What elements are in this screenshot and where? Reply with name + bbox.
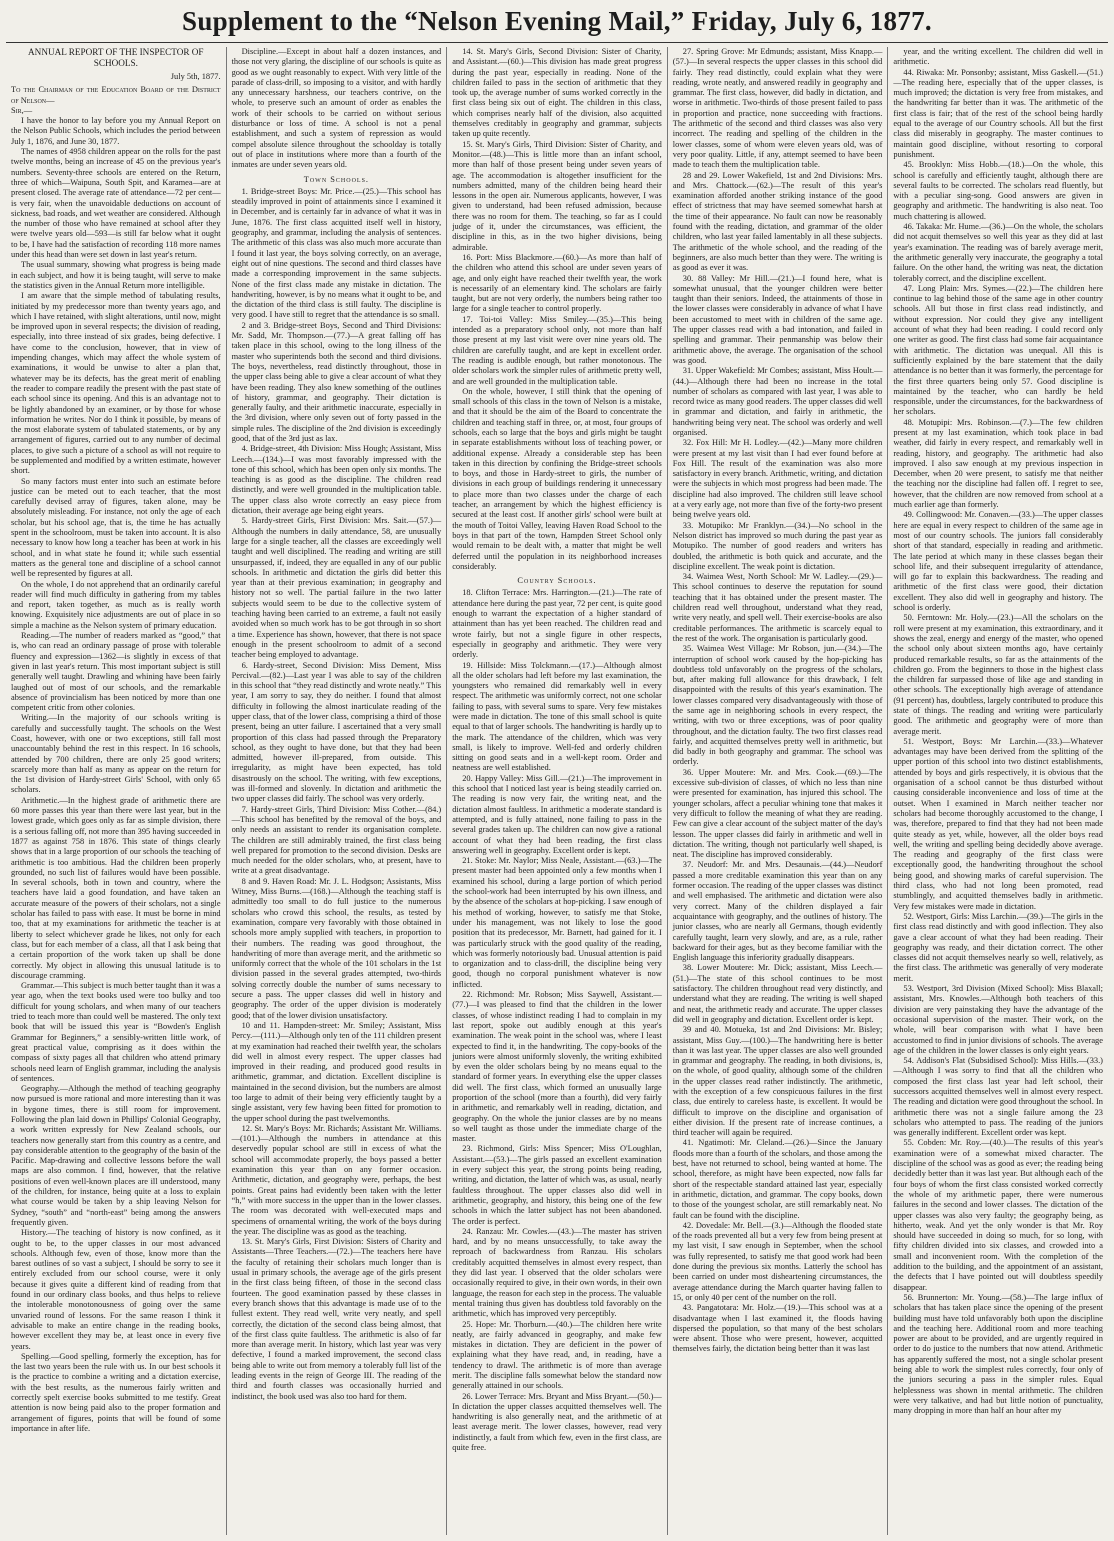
- masthead: [6, 0, 1108, 43]
- paragraph: 49. Collingwood: Mr. Conaven.—(33.)—The upper classes here are equal in every respect to children of the same age in most of our country schools. The juniors fall considerably short of that standard, especially in reading and arithmetic. The late period at which many in these classes began their school life, and their subsequent irregularity of attendance, will go far to explain this backwardness. The reading and arithmetic of the first class were good, their dictation excellent. They also did well in geography and history. The school is orderly.: [893, 510, 1103, 613]
- paragraph: 36. Upper Moutere: Mr. and Mrs. Cook.—(69.)—The excessive sub-division of classes, of which no less than nine were presented for examination, has injured this school. The younger scholars, affect a peculiar whining tone that makes it very difficult to follow the meaning of what they are reading. Few can give a clear account of the subject matter of the day's lesson. The upper classes did fairly in arithmetic and well in dictation. The writing, though not particularly well shaped, is neat. The discipline has improved considerably.: [672, 767, 883, 860]
- paragraph: 5. Hardy-street Girls, First Division: Mrs. Sait.—(57.)—Although the numbers in daily attendance, 58, are unusually large for a single teacher, all the classes are exceedingly well taught and well disciplined. The reading and writing are still unsurpassed, if, indeed, they are equalled in any of our public schools. In arithmetic and dictation the girls did better this year than at their previous examination; in geography and history not so well. The partial failure in the two latter subjects would seem to be due to the collective system of teaching having been carried to an extreme, a fault not easily avoided when so much work has to be got through in so short a time. Experience has shown, however, that there is not space enough in the present schoolroom to admit of a second teacher being employed to advantage.: [231, 516, 442, 660]
- paragraph: 17. Toi-toi Valley: Miss Smiley.—(35.)—This being intended as a preparatory school only, not more than half those present at my last visit were over nine years old. The children are carefully taught, and are kept in excellent order. The reading is audible enough, but rather monotonous. The older scholars work the simpler rules of arithmetic pretty well, and are well grounded in the multiplication table.: [452, 314, 662, 386]
- paragraph: 56. Brunnerton: Mr. Young.—(58.)—The large influx of scholars that has taken place since the opening of the present building must have told unfavorably both upon the discipline and the teaching here. Additional room and more teaching power are about to be provided, and are urgently required in order to do justice to the numbers that now attend. Arithmetic has apparently suffered the most, not a single scholar present being able to work the simplest rules correctly, four only of the juniors securing a pass in the simpler rules. Equal helplessness was shown in mental arithmetic. The children were very talkative, and had but little notion of punctuality, many dropping in more than half an hour after my: [893, 1292, 1103, 1416]
- paragraph: 33. Motupiko: Mr Franklyn.—(34.)—No school in the Nelson district has improved so much during the past year as Motupiko. The number of good readers and writers has doubled, the arithmetic is both quick and accurate, and the discipline excellent. The weak point is dictation.: [672, 520, 883, 571]
- paragraph: On the whole, I do not apprehend that an ordinarily careful reader will find much difficulty in gathering from my tables and report, taken together, as much as is really worth knowing. Exquisitely nice adjustments are out of place in so simple a machine as the Nelson system of primary education.: [11, 579, 221, 630]
- paragraph: 44. Riwaka: Mr. Ponsonby; assistant, Miss Gaskell.—(51.)—The reading here, especially that of the upper classes, is much improved; the dictation is very free from mistakes, and the handwriting far better than it was. The arithmetic of the first class is fair; that of the rest of the school being hardly equal to the average of our Country schools. All but the first class did miserably in geography. The master continues to maintain good discipline, without resorting to corporal punishment.: [893, 67, 1103, 159]
- paragraph: 46. Takaka: Mr. Hume.—(36.)—On the whole, the scholars did not acquit themselves so well this year as they did at last year's examination. The reading was of barely average merit, the arithmetic generally very inaccurate, the geography a total failure. On the other hand, the writing was neat, the dictation tolerably correct, and the discipline excellent.: [893, 222, 1103, 283]
- section-heading: Country Schools.: [517, 576, 597, 586]
- paragraph: 28 and 29. Lower Wakefield, 1st and 2nd Divisions: Mrs. and Mrs. Chattock.—(62.)—The result of this year's examination afforded another striking instance of the good effect of strictness that may have seemed somewhat harsh at the time of their appearance. No fault can now be reasonably found with the reading, dictation, and grammar of the older children, who last year failed lamentably in all these subjects. The arithmetic of the whole school, and the reading of the beginners, are also much better than they were. The writing is as good as ever it was.: [672, 170, 883, 273]
- paragraph: The usual summary, showing what progress is being made in each subject, and how it is being taught, will serve to make the statistics given in the Annual Return more intelligible.: [11, 260, 221, 290]
- paragraph: 39 and 40. Motueka, 1st and 2nd Divisions: Mr. Bisley; assistant, Miss Guy.—(100.)—The handwriting here is better than it was last year. The upper classes are also well grounded in grammar and geography. The reading, in both divisions, is, on the whole, of good quality, although some of the children in the upper classes read rather indistinctly. The arithmetic, with the exception of a few conspicuous failures in the first class, due entirely to careless haste, is excellent. It would be difficult to improve on the discipline and organisation of either division. If the present rate of increase continues, a third teacher will again be required.: [672, 1025, 883, 1138]
- paragraph: 6. Hardy-street, Second Division: Miss Dement, Miss Percival.—(82.)—Last year I was able to say of the children in this school that “they read distinctly and wrote neatly.” This year, I am sorry to say, they do neither. I found that almost difficulty in following the almost inarticulate reading of the upper class, that of the lower class, comprising a third of those present, being an utter failure. I ascertained that a very small proportion of this class had passed through the Preparatory school, as they ought to have done, but that they had been admitted, however ill-prepared, from outside. This irregularity, as might have been expected, has told disastrously on the school. The writing, with few exceptions, was ill-formed and slovenly. In dictation and arithmetic the two upper classes did fairly. The school was very orderly.: [231, 660, 442, 804]
- paragraph: 35. Waimea West Village: Mr Robson, jun.—(34.)—The interruption of school work caused by the hop-picking has doubtless told unfavorably on the progress of the scholars, but, after making full allowance for this drawback, I felt disappointed with the results of this year's examination. The lower classes compared very disadvantageously with those of the same age in neighboring schools in every respect, the writing, with two or three exceptions, was of poor quality throughout, and the dictation faulty. The two first classes read fairly, and acquitted themselves pretty well in arithmetic, but did badly in both geography and grammar. The school was orderly.: [672, 644, 883, 767]
- paragraph: 13. St. Mary's Girls, First Division: Sisters of Charity and Assistants—Three Teachers.—(72.)—The teachers here have the faculty of retaining their scholars much longer than is usual in primary schools, the average age of the girls present in the first class being fifteen, of those in the second class fourteen. The good examination passed by these classes in every branch shows that this advantage is made use of to the fullest extent. They read well, write very neatly, and spell correctly, the dictation of the second class being almost, that of the first class quite faultless. The arithmetic is also of far more than average merit. In history, which last year was very defective, I found a marked improvement, the second class being able to write out from memory a tolerably full list of the leading events in the reign of George III. The reading of the third and fourth classes was occasionally hurried and indistinct, the book used was also too hard for them.: [231, 1237, 442, 1401]
- paragraph: Geography.—Although the method of teaching geography now pursued is more rational and more interesting than it was in bygone times, there is still room for improvement. Following the plan laid down in Phillips' Colonial Geography, a work written expressly for New Zealand schools, our teachers now generally start from this country as a centre, and pay considerable attention to the geography of the basin of the Pacific. Map-drawing and collective lessons before the wall maps are also common. I find, however, that the relative positions of even well-known places are ill understood, many of the children, for instance, being quite at a loss to explain what course would be taken by a ship leaving Nelson for Sydney, “south” and “north-east” being among the answers frequently given.: [11, 1084, 221, 1227]
- paragraph: On the whole, however, I still think that the opening of small schools of this class in the town of Nelson is a mistake, and that it should be the aim of the Board to concentrate the children and teaching staff in three, or, at most, four groups of schools, each so large that the boys and girls might be taught in separate establishments without loss of teaching power, or additional expense. Already a considerable step has been taken in this direction by confining the Bridge-street schools to boys, and those in Hardy-street to girls, the number of divisions in each group of buildings rendering it unnecessary to place more than two classes under the charge of each teacher, an arrangement by which the highest efficiency is secured at the least cost. If another girls' school were built at the mouth of Toitoi Valley, leaving Haven Road School to the boys in that part of the town, Hampden Street School only would remain to be dealt with, a matter that might be well deferred until the population in its neighborhood increases considerably.: [452, 386, 662, 571]
- paragraph: 26. Lower Terrace: Mrs. Bryant and Miss Bryant.—(50.)—In dictation the upper classes acquitted themselves well. The handwriting is also generally neat, and the arithmetic of at least average merit. The lower classes, however, read very indistinctly, a fault from which few, even in the first class, are quite free.: [452, 1391, 662, 1453]
- paragraph: 23. Richmond, Girls: Miss Spencer; Miss O'Loughlan, Assistant.—(53.)—The girls passed an excellent examination in every subject this year, the strong points being reading, writing, and dictation, the latter of which was, as usual, nearly faultless throughout. The upper classes also did well in arithmetic, geography, and history, this being one of the few schools in which the latter subject has not been abandoned. The order is perfect.: [452, 1144, 662, 1226]
- paragraph: 12. St. Mary's Boys: Mr. Richards; Assistant Mr. Williams.—(101.)—Although the numbers in attendance at this deservedly popular school are still in excess of what the school will accommodate properly, the boys passed a better examination this year than on any former occasion. Arithmetic, dictation, and geography were, perhaps, the best points. Great pains had evidently been taken with the letter “h,” with more success in the upper than in the lower classes. The room was decorated with well-executed maps and specimens of ornamental writing, the work of the boys during the year. The discipline was as good as the teaching.: [231, 1123, 442, 1236]
- paragraph: 22. Richmond: Mr. Robson; Miss Saywell, Assistant.—(77.)—I was pleased to find that the children in the lower classes, of whose indistinct reading I had to complain in my last report, spoke out audibly enough at this year's examination. The weak point in the school was, where I least expected to find it, in the handwriting. The copy-books of the juniors were almost uniformly slovenly, the writing exhibited by even the older scholars being by no means equal to the standard of former years. In everything else the upper classes did well. The first class, which formed an unusually large proportion of the school (more than a fourth), did very fairly in arithmetic, and remarkably well in reading, dictation, and geography. On the whole the junior classes are by no means so well taught as those under the immediate charge of the master.: [452, 990, 662, 1144]
- paragraph: Arithmetic.—In the highest grade of arithmetic there are 60 more passes this year than there were last year, but in the lowest grade, which goes only as far as simple division, there is a serious falling off, not more than 395 having succeeded in 1877 as against 758 in 1876. This state of things clearly shows that in a large proportion of our schools the teaching of arithmetic is too ambitious. Had the children been properly grounded, no such list of failures would have been possible. In several schools, both in town and country, where the teachers have laid a good foundation, and have taken an accurate measure of the powers of their scholars, not a single scholar has failed to pass with ease. It must be borne in mind too, that at my examinations for arithmetic the teacher is at liberty to select whichever grade he likes, not only for each class, but for each member of a class, all that I ask being that a certain proportion of the work taken up shall be done correctly. My object in allowing this unusual latitude is to discourage cramming.: [11, 795, 221, 980]
- paragraph: 43. Pangatotara: Mr. Holz.—(19.)—This school was at a disadvantage when I last examined it, the floods having dispersed the population, so that many of the best scholars were absent. Those who were present, however, acquitted themselves fairly, the dictation being better than it was last: [672, 1303, 883, 1354]
- paragraph: 55. Cobden: Mr. Roy.—(40.)—The results of this year's examination were of a somewhat mixed character. The discipline of the school was as good as ever; the reading being decidedly better than it was last year. But although each of the four boys of whom the first class consisted worked correctly the whole of my arithmetic paper, there were numerous failures in the second and lower classes. The dictation of the upper classes was also very faulty; the geography being, as hitherto, weak. And yet the only wonder is that Mr. Roy should have succeeded in doing so much, for so long, with fifty children divided into six classes, and crowded into a small and inconvenient room. With the completion of the addition to the building, and the appointment of an assistant, the defects that I have pointed out will doubtless speedily disappear.: [893, 1138, 1103, 1292]
- paragraph: Grammar.—This subject is much better taught than it was a year ago, when the text books used were too bulky and too difficult for young scholars, and when many of our teachers tried to teach more than could well be mastered. The only text book that will be issued this year is “Bowden's English Grammar for Beginners,” a sensibly-written little work, of great practical value, comprising as it does within the compass of sixty pages all that children who attend primary schools need learn of English grammar, including the analysis of sentences.: [11, 981, 221, 1083]
- report-address: Sir,—: [11, 105, 33, 115]
- paragraph: 18. Clifton Terrace: Mrs. Harrington.—(21.)—The rate of attendance here during the past year, 72 per cent, is quite good enough to warrant the expectation of a higher standard of attainment than has yet been reached. The children read and wrote fairly, but not a single figure in other respects, especially in geography and arithmetic. They were very orderly.: [452, 588, 662, 660]
- paragraph: 8 and 9. Haven Road: Mr. J. L. Hodgson; Assistants, Miss Witney, Miss Burns.—(168.)—Although the teaching staff is admittedly too small to do full justice to the numerous scholars who crowd this school, the results, as tested by examination, compare very favorably with those obtained in schools more amply supplied with teachers, in proportion to their numbers. The reading was good throughout, the handwriting of more than average merit, and the arithmetic so uniformly correct that the whole of the 101 scholars in the 1st division passed in the several grades attempted, two-thirds solving correctly double the number of sums necessary to secure a pass. The upper classes did well in history and geography. The order of the upper division is moderately good; that of the lower division unsatisfactory.: [231, 876, 442, 1020]
- paragraph: 4. Bridge-street, 4th Division: Miss Hough; Assistant, Miss Leech.—(134.)—I was most favorably impressed with the tone of this school, which has been open only six months. The teaching is as good as the discipline. The children read distinctly, and were well grounded in the multiplication table. The upper class also wrote correctly an easy piece from dictation, their average age being eight years.: [231, 444, 442, 516]
- paragraph: 41. Ngatimoti: Mr. Cleland.—(26.)—Since the January floods more than a fourth of the scholars, and those among the best, have not returned to school, being wanted at home. The school, therefore, as might have been expected, now falls far short of the respectable standard attained last year, especially in arithmetic, dictation, and grammar. The copy books, down to those of the youngest scholar, are still remarkably neat. No fault can be found with the discipline.: [672, 1138, 883, 1220]
- paragraph: I have the honor to lay before you my Annual Report on the Nelson Public Schools, which includes the period between July 1, 1876, and June 30, 1877.: [11, 116, 221, 146]
- paragraph: Writing.—In the majority of our schools writing is carefully and successfully taught. The schools on the West Coast, however, with one or two exceptions, still fall most unaccountably behind the rest in this respect. In 16 schools, attended by 700 children, there are only 25 good writers; scarcely more than half as many as appear on the return for the 1st division of Hardy-street Girls' School, with only 65 scholars.: [11, 713, 221, 795]
- article-columns: [6, 47, 1108, 1535]
- paragraph: History.—The teaching of history is now confined, as it ought to be, to the upper classes in our most advanced schools. Although few, even of those, know more than the barest outlines of so vast a subject, I should be sorry to see it entirely excluded from our school course, were it only because it gives quite a different kind of reading from that found in our ordinary class books, and thus helps to relieve the intolerable monotonousness of going over the same unvaried round of lessons. For the same reason I think it advisable to make an entire change in the reading books, however excellent they may be, at least once in every five years.: [11, 1228, 221, 1351]
- paragraph: 16. Port: Miss Blackmore.—(60.)—As more than half of the children who attend this school are under seven years of age, and only eight have reached their twelfth year, the work is necessarily of an elementary kind. The scholars are fairly taught, but are not very orderly, the numbers being rather too large for a single teacher to control properly.: [452, 252, 662, 314]
- paragraph: 19. Hillside: Miss Tolckmann.—(17.)—Although almost all the older scholars had left before my last examination, the youngsters who remained did remarkably well in every respect. The arithmetic was uniformly correct, not one scholar failing to pass, with several sums to spare. Very few mistakes were made in dictation. The tone of this small school is quite equal to that of larger schools. The handwriting is hardly up to the mark. The attendance of the children, which was very small, is likely to improve. Well-fed and orderly children sitting on good seats and in a well-kept room. Order and neatness are well established.: [452, 660, 662, 773]
- paragraph: 24. Ranzau: Mr. Cowles.—(43.)—The master has striven hard, and by no means unsuccessfully, to take away the reproach of backwardness from Ranzau. His scholars creditably acquitted themselves in almost every respect, than they did last year. I observed that the older scholars were occasionally required to give, in their own words, in their own language, the reason for each step in the process. The valuable mental training thus given has doubtless told favorably on the arithmetic, which has improved very perceptibly.: [452, 1226, 662, 1319]
- paragraph: 7. Hardy-street Girls, Third Division: Miss Cother.—(84.)—This school has benefited by the removal of the boys, and only needs an assistant to render its organisation complete. The children are still admirably trained, the first class being well prepared for promotion to the second division. Desks are much needed for the older scholars, who, at present, have to write at a great disadvantage.: [231, 804, 442, 876]
- paragraph: 30. 88 Valley: Mr Hill.—(21.)—I found here, what is somewhat unusual, that the younger children were better taught than their seniors. Indeed, the attainments of those in the lower classes were considerably in advance of what I have been accustomed to meet with in children of the same age. The upper classes read with a bad intonation, and failed in spelling and grammar. Their penmanship was below their arithmetic above, the average. The organisation of the school was good.: [672, 273, 883, 365]
- paragraph: 25. Hope: Mr. Thorburn.—(40.)—The children here write neatly, are fairly advanced in geography, and make few mistakes in dictation. They are deficient in the power of explaining what they have read, and, in reading, have a tendency to drawl. The arithmetic is of more than average merit. The discipline falls somewhat below the standard now generally attained in our schools.: [452, 1319, 662, 1391]
- paragraph: 42. Dovedale: Mr. Bell.—(3.)—Although the flooded state of the roads prevented all but a very few from being present at my last visit, I saw enough in September, when the school was fully represented, to satisfy me that good work had been done during the previous six months. Latterly the school has been carried on under most disheartening circumstances, the average attendance during the March quarter having fallen to 15, or only 40 per cent of the number on the roll.: [672, 1220, 883, 1302]
- paragraph: 52. Westport, Girls: Miss Larchin.—(39.)—The girls in the first class read distinctly and with good inflection. They also gave a clear account of what they had been reading. Their geography was ready, and their dictation correct. The other classes did not acquit themselves nearly so well, relatively, as the first class. The arithmetic was generally of very moderate merit.: [893, 911, 1103, 983]
- paragraph: Reading.—The number of readers marked as “good,” that is, who can read an ordinary passage of prose with tolerable fluency and expression—1362—is slightly in excess of that given in last year's return. This most important subject is still generally well taught. Drawling and whining have been fairly laughed out of most of our schools, and the remarkable absence of provincialism has been noticed by more than one competent critic from other colonies.: [11, 631, 221, 713]
- paragraph: 53. Westport, 3rd Division (Mixed School): Miss Blaxall; assistant, Mrs. Knowles.—Although both teachers of this division are very painstaking they have the advantage of the occasional supervision of the master. Their work, on the whole, will bear comparison with what I have been accustomed to find in junior divisions of schools. The average age of the children in the lower classes is only eight years.: [893, 984, 1103, 1055]
- column-1: [6, 47, 227, 1535]
- column-4: [668, 47, 889, 1535]
- masthead-title: Supplement to the “Nelson Evening Mail,” Friday, July 6, 1877.: [182, 5, 932, 36]
- paragraph: The names of 4958 children appear on the rolls for the past twelve months, being an increase of 45 on the previous year's numbers. Seventy-three schools are entered on the Return, three of which—Waipuna, South Spit, and Karamea—are at present closed. The average rate of attendance—72 per cent—is very fair, when the unavoidable deductions on account of sickness, bad roads, and wet weather are considered. Although the number of those who have remained at school after they were twelve years old—593—is still far below what it ought to be, I have had the satisfaction of recording 118 more names under this head than were set down in last year's return.: [11, 147, 221, 260]
- paragraph: 38. Lower Moutere: Mr. Dick; assistant, Miss Leech.—(51.)—The state of this school continues to be most satisfactory. The children throughout read very distinctly, and understand what they are reading. The writing is well shaped and neat, the arithmetic ready and accurate. The upper classes did well in geography and dictation. Excellent order is kept.: [672, 963, 883, 1024]
- column-3: [447, 47, 668, 1535]
- paragraph: 31. Upper Wakefield: Mr Combes; assistant, Miss Hoult.—(44.)—Although there had been no increase in the total number of scholars as compared with last year, I was able to record twice as many good readers. The upper classes did well in grammar and dictation, and fairly in arithmetic, the handwriting being very neat. The school was orderly and well organised.: [672, 366, 883, 437]
- paragraph: 10 and 11. Hampden-street: Mr. Smiley; Assistant, Miss Percy.—(111.)—Although only ten of the 111 children present at my examination had reached their twelfth year, the scholars did well in almost every respect. The upper classes had improved in their reading, and produced good results in arithmetic, grammar, and dictation. Excellent discipline is maintained in the second division, but the numbers are almost too large to admit of their being very efficiently taught by a single assistant, very few having been fitted for promotion to the upper school during the past twelvemonths.: [231, 1020, 442, 1123]
- paragraph: 54. Addison's Flat (Subsidised School): Miss Hills.—(33.)—Although I was sorry to find that all the children who composed the first class last year had left school, their successors acquitted themselves well in almost every respect. The reading and dictation were good throughout the school. In arithmetic there was not a single failure among the 23 scholars who attempted to pass. The reading of the juniors was generally indifferent. Excellent order was kept.: [893, 1056, 1103, 1138]
- paragraph: 21. Stoke: Mr. Naylor; Miss Neale, Assistant.—(63.)—The present master had been appointed only a few months when I examined his school, during a large portion of which period the school-work had been interrupted by his own illness, and by the absence of the scholars at hop-picking. I saw enough of his method of working, however, to satisfy me that Stoke, under his management, was not likely to lose the good position that its predecessor, Mr. Barnett, had gained for it. I was particularly struck with the good quality of the reading, which was formerly notoriously bad. Unusual attention is paid to organization and to class-drill, the discipline being very good, though no corporal punishment whatever is now inflicted.: [452, 856, 662, 989]
- paragraph: 47. Long Plain: Mrs. Symes.—(22.)—The children here continue to lag behind those of the same age in other country schools. All but those in first class read indistinctly, and without expression. Nor could they give any intelligent account of what they had been reading. I could record only one writer as good. The first class had some fair acquaintance with arithmetic. The dictation was unequal. All this is sufficiently explained by the bare statement that the daily attendance is no better than it was formerly, the percentage for the first three quarters being only 57. Good discipline is maintained by the teacher, who can hardly be held responsible, under the circumstances, for the backwardness of her scholars.: [893, 283, 1103, 417]
- paragraph: I am aware that the simple method of tabulating results, initiated by my predecessor more than twenty years ago, and which I have retained, with slight alterations, until now, might be improved upon in several respects; the division of reading, especially, into three instead of six grades, being defective. I have come to the conclusion, however, that in view of impending changes, which may affect the whole system of examinations, it would be unwise to alter a plan that, whatever may be its defects, has the great merit of enabling the reader to compare readily the present with the past state of each school since its opening. And this is an advantage not to be lightly abandoned by an examiner, or by those for whose information he writes. Nor do I think it possible, by means of the most elaborate system of tabulated statements, or by any arrangement of figures, carried out to any number of decimal places, to give such a picture of a school as will not require to be supplemented and modified by a written estimate, however short.: [11, 291, 221, 476]
- paragraph: 1. Bridge-street Boys: Mr. Price.—(25.)—This school has steadily improved in point of attainments since I examined it in December, and is certainly far in advance of what it was in June, 1876. The first class acquitted itself well in history, geography, and grammar, including the analysis of sentences. The arithmetic of this class was also much more accurate than I found it last year, the boys solving correctly, on an average, eight out of nine questions. The second and third classes have made a corresponding improvement in the same subjects. None of the first class made any mistake in dictation. The handwriting, however, is by no means what it ought to be, and the dictation of the third class is still faulty. The discipline is very good. I have still to regret that the attendance is so small.: [231, 186, 442, 320]
- paragraph: 34. Waimea West, North School: Mr W. Ladley.—(29.)—This school continues to deserve the reputation for sound teaching that it has obtained under the present master. The children read well throughout, understand what they read, write very neatly, and spell well. Their exercise-books are also creditable performances. The arithmetic is scarcely equal to the rest of the work. The organisation is particularly good.: [672, 572, 883, 643]
- paragraph: 37. Neudorf: Mr. and Mrs. Desaunais.—(44.)—Neudorf passed a more creditable examination this year than on any former occasion. The reading of the upper classes was distinct and well emphasised. The arithmetic and dictation were also very correct. Many of the children displayed a fair acquaintance with geography, and the outlines of history. The junior classes, who are nearly all Germans, though evidently carefully taught, learn very slowly, and are, as a rule, rather backward for their ages, but as they become familiar with the English language this inferiority gradually disappears.: [672, 860, 883, 963]
- report-date: July 5th, 1877.: [170, 72, 221, 81]
- paragraph: Spelling.—Good spelling, formerly the exception, has for the last two years been the rule with us. In our best schools it is the practice to combine a writing and a dictation exercise, with the best results, as the numerous fairly written and correctly spelt exercise books submitted to me testify. Great attention is now being paid also to the proper formation and arrangement of figures, points that will be found of some importance in after life.: [11, 1351, 221, 1433]
- paragraph: 27. Spring Grove: Mr Edmunds; assistant, Miss Knapp.—(57.)—In several respects the upper classes in this school did fairly. They read distinctly, could explain what they were reading, wrote neatly, and answered readily in geography and grammar. The first class, however, did badly in dictation, and worse in arithmetic. Two-thirds of those present failed to pass in proportion and practice, none succeeding with fractions. The arithmetic of the second and third classes was also very incorrect. The reading and spelling of the children in the lower classes, some of whom were eleven years old, was of very poor quality. Little, if any, attempt seemed to have been made to teach them the multiplication table.: [672, 47, 883, 170]
- section-heading: Town Schools.: [303, 174, 370, 184]
- paragraph: Discipline.—Except in about half a dozen instances, and those not very glaring, the discipline of our schools is quite as good as we ought reasonably to expect. With very little of the parade of class-drill, so imposing to a visitor, and with hardly any unnecessary harshness, our teachers contrive, on the whole, to preserve such an amount of order as enables the work of their schools to be carried on without serious disturbance or loss of time. A school is not a penal establishment, and such a system of repression as would compel absolute silence throughout the schoolday is totally out of place in institutions where more than a fourth of the inmates are under seven years old.: [231, 47, 442, 170]
- paragraph: 14. St. Mary's Girls, Second Division: Sister of Charity, and Assistant.—(60.)—This division has made great progress during the past year, especially in reading. None of the children failed to pass in the section of arithmetic that they took up, the average number of sums worked correctly in the first class being six out of eight. The children in this class, which comprises nearly half of the division, also acquitted themselves creditably in geography and grammar, subjects taken up quite recently.: [452, 47, 662, 139]
- column-5: [888, 47, 1108, 1535]
- column-2: [227, 47, 448, 1535]
- paragraph: 50. Ferntown: Mr. Holy.—(23.)—All the scholars on the roll were present at my examination, this extraordinary, and it shows the zeal, energy and energy of the master, who opened the school only about sixteen months ago, have certainly produced remarkable results, so far as the attainments of the children go. From the beginners to those in the highest class the children far surpassed those of like age and standing in other schools. The exceptionally high average of attendance (91 percent) has, doubtless, largely contributed to produce this state of things. The reading and writing were particularly good. The arithmetic and geography were of more than average merit.: [893, 613, 1103, 736]
- report-address: To the Chairman of the Education Board of the District of Nelson—: [11, 85, 221, 105]
- paragraph: 15. St. Mary's Girls, Third Division: Sister of Charity, and Monitor.—(48.)—This is little more than an infant school, more than half of those present being under seven years of age. The accommodation is altogether insufficient for the numbers admitted, many of the children being heard their lessons in the open air. Numerous applicants, however, I was given to understand, had been refused admission, because there was no room for them. The teaching, so far as I could judge of it, under the circumstances, was efficient, the discipline in this, as in the two higher divisions, being admirable.: [452, 139, 662, 252]
- paragraph: year, and the writing excellent. The children did well in arithmetic.: [893, 47, 1103, 67]
- paragraph: 45. Brooklyn: Miss Hobb.—(18.)—On the whole, this school is carefully and efficiently taught, although there are several faults to be corrected. The scholars read fluently, but with a peculiar sing-song. Good answers are given in geography and arithmetic. The handwriting is also neat. Too much chattering is allowed.: [893, 160, 1103, 221]
- paragraph: 48. Motupipi: Mrs. Robinson.—(7.)—The few children present at my last examination, which took place in bad weather, did fairly in every respect, and remarkably well in reading, history, and geography. The arithmetic had also improved. I also saw enough at my previous inspection in December, when 20 were present, to satisfy me that neither the teaching nor the discipline had fallen off. I regret to see, however, that the children are now removed from school at a much earlier age than formerly.: [893, 417, 1103, 510]
- paragraph: So many factors must enter into such an estimate before justice can be meted out to each teacher, that the most carefully devised array of figures, taken alone, may be absolutely misleading. For instance, not only the age of each scholar, but his school age, that is, the time he has actually spent in the schoolroom, must be taken into account. It is also necessary to know how long a teacher has been at work in his school, and in what state he found it; while such essential matters as the general tone and discipline of a school cannot well be represented by figures at all.: [11, 476, 221, 579]
- paragraph: 32. Fox Hill: Mr H. Lodley.—(42.)—Many more children were present at my last visit than I had ever found before at Fox Hill. The result of the examination was also more satisfactory in every branch. Arithmetic, writing, and dictation were the subjects in which most progress had been made. The discipline had also improved. The children still leave school at a very early age, not more than five of the forty-two present being twelve years old.: [672, 438, 883, 520]
- report-heading: ANNUAL REPORT OF THE INSPECTOR OF SCHOOLS.: [28, 47, 204, 68]
- paragraph: 2 and 3. Bridge-street Boys, Second and Third Divisions: Mr. Sadd, Mr. Thompson.—(77.)—A great falling off has taken place in this school, owing to the long illness of the master who superintends both the second and third divisions. The boys, nevertheless, read distinctly throughout, those in the upper class being able to give a clear account of what they have been reading. They also knew something of the outlines of history, grammar, and geography. Their dictation is generally faulty, and their arithmetic inaccurate, especially in the 3rd division, where only seven out of forty passed in the simple rules. The discipline of the 2nd division is exceedingly good, that of the 3rd just as lax.: [231, 320, 442, 443]
- paragraph: 51. Westport, Boys: Mr Larchin.—(33.)—Whatever advantages may have been derived from the splitting of the upper portion of this school into two distinct establishments, attended by boys and girls respectively, it is obvious that the organisation of a school cannot be thus disturbed without causing considerable inconvenience and loss of time at the outset. When I examined in March neither teacher nor scholars had become thoroughly accustomed to the change, I was, therefore, prepared to find that they had not been made quite steady as yet, while, however, all the older boys read well, the writing and spelling being decidedly above average. The reading and geography of the first class were exceptionally good, the handwriting throughout the school being good, and showing marks of careful supervision. The third class, who had not long been promoted, read stumblingly, and acquitted themselves badly in arithmetic. Very few mistakes were made in dictation.: [893, 736, 1103, 911]
- paragraph: 20. Happy Valley: Miss Gill.—(21.)—The improvement in this school that I noticed last year is being steadily carried on. The reading is now very fair, the writing neat, and the dictation almost faultless. In arithmetic a moderate standard is attempted, and is fully attained, none failing to pass in the several grades taken up. The children can now give a rational account of what they had been reading, the first class answering well in geography. Excellent order is kept.: [452, 773, 662, 855]
